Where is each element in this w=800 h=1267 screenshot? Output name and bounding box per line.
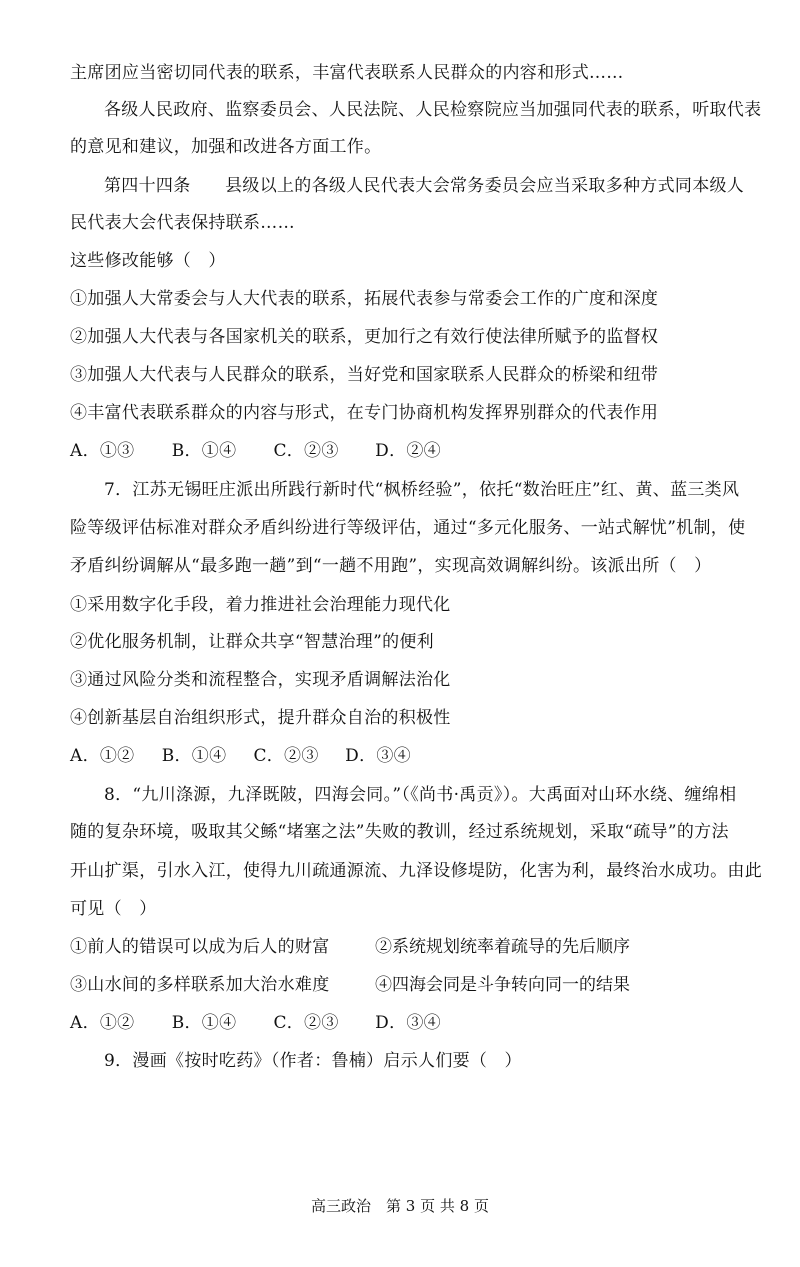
- q6-stem: 这些修改能够（ ）: [70, 251, 226, 271]
- q7-option-c: C．②③: [253, 746, 319, 766]
- q6-statement-4: ④丰富代表联系群众的内容与形式，在专门协商机构发挥界别群众的代表作用: [70, 403, 659, 423]
- q7-statement-4: ④创新基层自治组织形式，提升群众自治的积极性: [70, 708, 451, 728]
- q8-statement-3: ③山水间的多样联系加大治水难度: [70, 975, 330, 995]
- q8-option-d: D．③④: [375, 1013, 441, 1033]
- q8-statement-2: ②系统规划统率着疏导的先后顺序: [375, 937, 630, 957]
- q7-option-b: B．①④: [161, 746, 227, 766]
- q7-option-a: A．①②: [70, 746, 135, 766]
- q6-option-d: D．②④: [375, 441, 441, 461]
- q7-stem-line-3: 矛盾纠纷调解从“最多跑一趟”到“一趟不用跑”，实现高效调解纠纷。该派出所（ ）: [70, 556, 712, 576]
- q8-option-c: C．②③: [273, 1013, 339, 1033]
- q8-stem-line-3: 开山扩渠，引水入江，使得九川疏通源流、九泽设修堤防，化害为利，最终治水成功。由此: [70, 861, 762, 881]
- q8-stem-line-2: 随的复杂环境，吸取其父鲧“堵塞之法”失败的教训，经过系统规划，采取“疏导”的方法: [70, 822, 729, 842]
- q6-statement-3: ③加强人大代表与人民群众的联系，当好党和国家联系人民群众的桥梁和纽带: [70, 365, 659, 385]
- q7-option-d: D．③④: [345, 746, 411, 766]
- q8-stem-line-4: 可见（ ）: [70, 899, 157, 919]
- intro-line-2: 各级人民政府、监察委员会、人民法院、人民检察院应当加强同代表的联系，听取代表: [104, 100, 762, 120]
- intro-line-3: 的意见和建议，加强和改进各方面工作。: [70, 137, 382, 157]
- q8-option-b: B．①④: [171, 1013, 237, 1033]
- intro-line-1: 主席团应当密切同代表的联系，丰富代表联系人民群众的内容和形式……: [70, 63, 624, 83]
- q7-options: [70, 745, 411, 767]
- q7-statement-1: ①采用数字化手段，着力推进社会治理能力现代化: [70, 595, 451, 615]
- q9-stem: 9．漫画《按时吃药》（作者：鲁楠）启示人们要（ ）: [104, 1051, 522, 1071]
- q6-option-c: C．②③: [273, 441, 339, 461]
- intro-line-5: 民代表大会代表保持联系……: [70, 213, 295, 233]
- q8-statement-4: ④四海会同是斗争转向同一的结果: [375, 975, 630, 995]
- page-footer: 高三政治 第 3 页 共 8 页: [311, 1197, 489, 1215]
- q6-statement-1: ①加强人大常委会与人大代表的联系，拓展代表参与常委会工作的广度和深度: [70, 289, 659, 309]
- q8-options: [70, 1012, 441, 1034]
- q7-stem-line-2: 险等级评估标准对群众矛盾纠纷进行等级评估，通过“多元化服务、一站式解忧”机制，使: [70, 518, 746, 538]
- q7-statement-3: ③通过风险分类和流程整合，实现矛盾调解法治化: [70, 670, 451, 690]
- q7-stem-line-1: 7．江苏无锡旺庄派出所践行新时代“枫桥经验”，依托“数治旺庄”红、黄、蓝三类风: [104, 480, 740, 500]
- intro-line-4: 第四十四条 县级以上的各级人民代表大会常务委员会应当采取多种方式同本级人: [104, 176, 745, 196]
- q6-option-a: A．①③: [70, 441, 135, 461]
- q6-statement-2: ②加强人大代表与各国家机关的联系，更加行之有效行使法律所赋予的监督权: [70, 327, 659, 347]
- q8-statement-1: ①前人的错误可以成为后人的财富: [70, 937, 330, 957]
- q8-stem-line-1: 8．“九川涤源，九泽既陂，四海会同。”（《尚书·禹贡》）。大禹面对山环水绕、缠绵相: [104, 785, 737, 805]
- q6-options: [70, 440, 441, 462]
- q6-option-b: B．①④: [171, 441, 237, 461]
- q7-statement-2: ②优化服务机制，让群众共享“智慧治理”的便利: [70, 632, 434, 652]
- q8-option-a: A．①②: [70, 1013, 135, 1033]
